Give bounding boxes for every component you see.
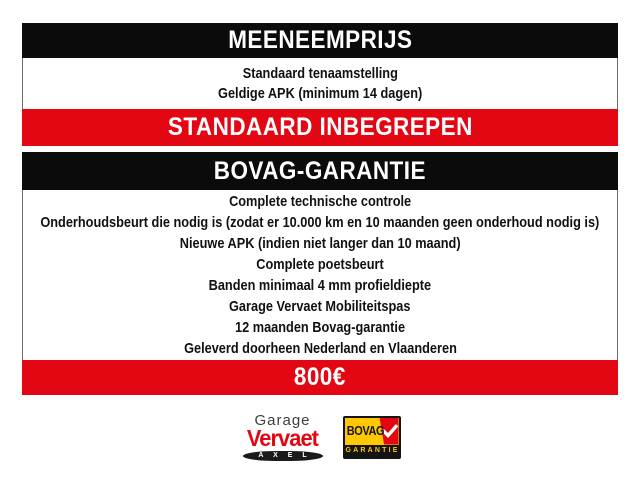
bovag-garantie-body	[22, 190, 618, 360]
bovag-logo-name: BOVAG	[346, 424, 384, 438]
bovag-garantie-header-bar	[22, 152, 618, 190]
garantie-line: Garage Vervaet Mobiliteitspas	[229, 298, 411, 315]
meeneemprijs-line: Standaard tenaamstelling	[242, 64, 398, 82]
bovag-garantie-title: BOVAG-GARANTIE	[213, 156, 427, 185]
meeneemprijs-title: MEENEEMPRIJS	[227, 26, 413, 54]
price-bar	[22, 360, 618, 395]
standaard-inbegrepen-label: STANDAARD INBEGREPEN	[167, 113, 473, 141]
garantie-line: Nieuwe APK (indien niet langer dan 10 maand)	[179, 235, 461, 252]
garantie-line: Complete technische controle	[228, 193, 412, 210]
meeneemprijs-header-bar	[22, 23, 618, 58]
bovag-garantie-logo	[343, 416, 401, 459]
garantie-line: Complete poetsbeurt	[256, 256, 384, 273]
garage-vervaet-name: Vervaet	[246, 424, 319, 451]
garage-vervaet-top-text: Garage	[254, 411, 311, 429]
axel-badge: A X E L	[243, 451, 323, 461]
meeneemprijs-body	[22, 58, 618, 109]
garantie-line: Geleverd doorheen Nederland en Vlaanderen	[183, 340, 457, 357]
price-value: 800€	[294, 363, 346, 391]
meeneemprijs-line: Geldige APK (minimum 14 dagen)	[217, 84, 423, 102]
logo-row	[0, 410, 640, 464]
bovag-logo-subtitle: GARANTIE	[345, 446, 400, 454]
standaard-inbegrepen-bar	[22, 109, 618, 146]
garantie-line: Onderhoudsbeurt die nodig is (zodat er 10.000 km en 10 maanden geen onderhoud nodig is)	[40, 214, 600, 231]
garantie-line: 12 maanden Bovag-garantie	[234, 319, 406, 336]
bovag-logo-top	[345, 418, 399, 445]
garage-vervaet-logo	[240, 411, 326, 461]
garantie-line: Banden minimaal 4 mm profieldiepte	[208, 277, 432, 294]
